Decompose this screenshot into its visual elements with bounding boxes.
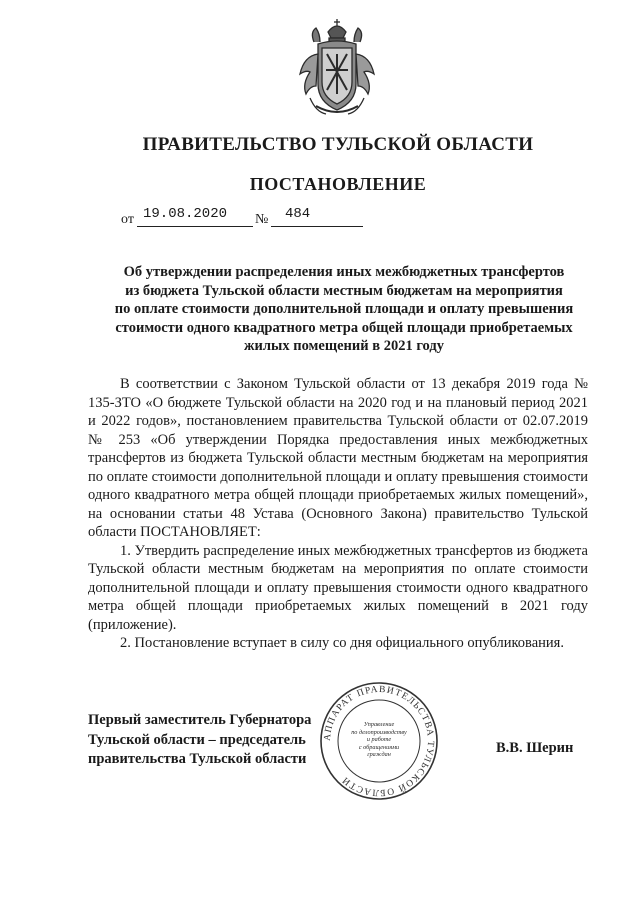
item-1-paragraph: 1. Утвердить распределение иных межбюджетных трансфертов из бюджета Тульской области местным бюджетам на мероприятия по оплате стоимости дополнительной площади и оплату превышения стоимости одного квадратного метра общей площади приобретаемых жилых помещений в 2021 году (приложение). (88, 542, 588, 633)
seal-line: граждан (367, 751, 391, 759)
number-prefix: № (255, 212, 269, 227)
seal-line: и работе (366, 736, 392, 744)
date-prefix: от (121, 212, 134, 227)
signatory-position-line: Тульской области – председатель (88, 731, 306, 748)
heading-line: стоимости одного квадратного метра общей площади приобретаемых (115, 319, 573, 336)
heading-line: жилых помещений в 2021 году (244, 338, 444, 355)
preamble-paragraph: В соответствии с Законом Тульской области от 13 декабря 2019 года № 135-ЗТО «О бюджете Тульской области на 2020 год и на плановый период 2021 и 2022 годов», постановлением правительства Тульской области от 02.07.2019 № 253 «Об утверждении Порядка предоставления иных межбюджетных трансфертов из бюджета Тульской области местным бюджетам на мероприятия по оплате стоимости дополнительной площади и оплату превышения стоимости одного квадратного метра общей площади приобретаемых жилых помещений», на основании статьи 48 Устава (Основного Закона) правительство Тульской области ПОСТАНОВЛЯЕТ: (88, 376, 588, 540)
date-underline (137, 226, 253, 227)
document-type-title: ПОСТАНОВЛЕНИЕ (249, 174, 427, 194)
document-heading (98, 263, 590, 356)
document-number: 484 (285, 206, 311, 222)
signatory-position-line: Первый заместитель Губернатора (88, 712, 312, 728)
item-2-paragraph: 2. Постановление вступает в силу со дня официального опубликования. (120, 635, 564, 651)
seal-ring-text: АППАРАТ ПРАВИТЕЛЬСТВА ТУЛЬСКОЙ ОБЛАСТИ (322, 684, 436, 798)
heading-line: из бюджета Тульской области местным бюджетам на мероприятия (125, 282, 563, 299)
signatory-position-line: правительства Тульской области (88, 751, 307, 767)
document-date: 19.08.2020 (143, 206, 228, 222)
number-underline (271, 226, 363, 227)
seal-line: с обращениями (358, 743, 400, 751)
coat-of-arms-icon (296, 18, 378, 122)
seal-line: Управление (363, 721, 395, 728)
heading-line: по оплате стоимости дополнительной площади и оплату превышения (114, 301, 574, 318)
date-number-line (121, 206, 381, 230)
seal-center-text (337, 721, 421, 759)
government-title: ПРАВИТЕЛЬСТВО ТУЛЬСКОЙ ОБЛАСТИ (142, 134, 534, 155)
signatory-name: В.В. Шерин (496, 740, 574, 756)
seal-line: по делопроизводству (351, 728, 407, 736)
heading-line: Об утверждении распределения иных межбюджетных трансфертов (123, 264, 565, 280)
document-body (88, 375, 588, 653)
signatory-position (88, 711, 348, 770)
